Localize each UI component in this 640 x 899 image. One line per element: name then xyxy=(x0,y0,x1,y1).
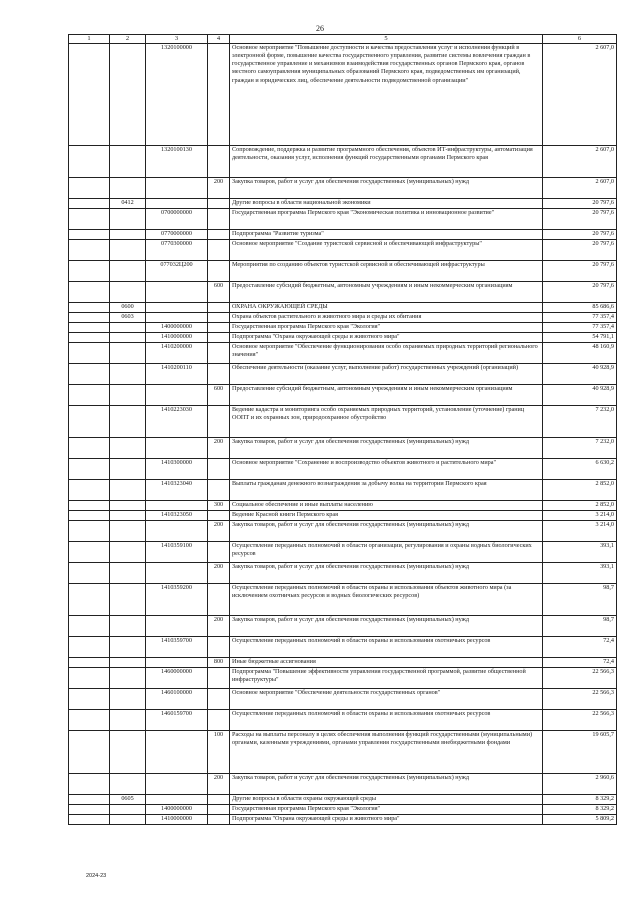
vr-code-cell xyxy=(208,342,230,363)
csr-code-cell: 0700000000 xyxy=(146,208,208,229)
vr-code-cell xyxy=(208,479,230,500)
rz-cell xyxy=(69,458,110,479)
csr-code-cell: 1410000000 xyxy=(146,332,208,342)
amount-cell: 48 160,9 xyxy=(543,342,617,363)
amount-cell: 20 797,6 xyxy=(543,229,617,239)
vr-code-cell xyxy=(208,804,230,814)
rz-cell xyxy=(69,302,110,312)
description-cell: Государственная программа Пермского края "Экология" xyxy=(230,322,543,332)
rz-cell xyxy=(69,43,110,145)
vr-code-cell xyxy=(208,198,230,208)
description-cell: Государственная программа Пермского края "Экология" xyxy=(230,804,543,814)
amount-cell: 2 852,0 xyxy=(543,479,617,500)
footer-code: 2024-23 xyxy=(86,873,107,879)
csr-code-cell xyxy=(146,773,208,794)
table-row xyxy=(69,562,617,583)
description-cell: Предоставление субсидий бюджетным, автономным учреждениям и иным некоммерческим организациям xyxy=(230,281,543,302)
prz-cell xyxy=(110,510,146,520)
vr-code-cell xyxy=(208,405,230,437)
vr-code-cell: 200 xyxy=(208,562,230,583)
amount-cell: 19 605,7 xyxy=(543,730,617,773)
rz-cell xyxy=(69,541,110,562)
rz-cell xyxy=(69,583,110,615)
vr-code-cell: 300 xyxy=(208,500,230,510)
rz-cell xyxy=(69,730,110,773)
csr-code-cell: 1320100000 xyxy=(146,43,208,145)
amount-cell: 2 852,0 xyxy=(543,500,617,510)
table-row xyxy=(69,405,617,437)
description-cell: Закупка товаров, работ и услуг для обеспечения государственных (муниципальных) нужд xyxy=(230,177,543,198)
amount-cell: 20 797,6 xyxy=(543,260,617,281)
table-row xyxy=(69,709,617,730)
vr-code-cell xyxy=(208,458,230,479)
rz-cell xyxy=(69,281,110,302)
csr-code-cell xyxy=(146,437,208,458)
table-row xyxy=(69,500,617,510)
amount-cell: 20 797,6 xyxy=(543,198,617,208)
table-row xyxy=(69,667,617,688)
prz-cell xyxy=(110,437,146,458)
description-cell: Закупка товаров, работ и услуг для обеспечения государственных (муниципальных) нужд xyxy=(230,773,543,794)
prz-cell xyxy=(110,229,146,239)
csr-code-cell xyxy=(146,384,208,405)
table-row xyxy=(69,615,617,636)
amount-cell: 22 566,3 xyxy=(543,709,617,730)
description-cell: Закупка товаров, работ и услуг для обеспечения государственных (муниципальных) нужд xyxy=(230,437,543,458)
description-cell: Закупка товаров, работ и услуг для обеспечения государственных (муниципальных) нужд xyxy=(230,520,543,541)
table-row xyxy=(69,437,617,458)
table-row xyxy=(69,804,617,814)
prz-cell xyxy=(110,804,146,814)
amount-cell: 393,1 xyxy=(543,562,617,583)
prz-cell xyxy=(110,208,146,229)
table-row xyxy=(69,312,617,322)
rz-cell xyxy=(69,332,110,342)
amount-cell: 6 630,2 xyxy=(543,458,617,479)
csr-code-cell: 1320100130 xyxy=(146,145,208,177)
amount-cell: 2 607,0 xyxy=(543,177,617,198)
table-row xyxy=(69,145,617,177)
description-cell: Основное мероприятие "Повышение доступности и качества предоставления услуг и исполнения функций в электронной форме, повышение качества государственного управления, развитие системы вовлечения граждан в государственное управление и механизмов взаимодействия государственных органов Пермского края, органов местного самоуправления муниципальных образований Пермского края, подведомственных им организаций, граждан и юридических лиц, обеспечение деятельности подведомственной организации" xyxy=(230,43,543,145)
description-cell: Обеспечение деятельности (оказание услуг, выполнение работ) государственных учреждений (организаций) xyxy=(230,363,543,384)
vr-code-cell xyxy=(208,583,230,615)
vr-code-cell xyxy=(208,208,230,229)
amount-cell: 22 566,3 xyxy=(543,667,617,688)
vr-code-cell xyxy=(208,239,230,260)
amount-cell: 22 566,3 xyxy=(543,688,617,709)
csr-code-cell: 077032Ц200 xyxy=(146,260,208,281)
prz-cell xyxy=(110,688,146,709)
description-cell: Государственная программа Пермского края "Экономическая политика и инновационное развитие" xyxy=(230,208,543,229)
description-cell: Осуществление переданных полномочий в области охраны и использования объектов животного мира (за исключением охотничьих ресурсов и водных биологических ресурсов) xyxy=(230,583,543,615)
rz-cell xyxy=(69,562,110,583)
amount-cell: 3 214,0 xyxy=(543,510,617,520)
vr-code-cell: 200 xyxy=(208,437,230,458)
csr-code-cell: 0770300000 xyxy=(146,239,208,260)
amount-cell: 20 797,6 xyxy=(543,239,617,260)
table-row xyxy=(69,260,617,281)
description-cell: Подпрограмма "Повышение эффективности управления государственной программой, развитие общественной инфраструктуры" xyxy=(230,667,543,688)
vr-code-cell: 800 xyxy=(208,657,230,667)
vr-code-cell xyxy=(208,709,230,730)
prz-cell: 0412 xyxy=(110,198,146,208)
amount-cell: 77 357,4 xyxy=(543,312,617,322)
prz-cell xyxy=(110,636,146,657)
csr-code-cell xyxy=(146,615,208,636)
csr-code-cell xyxy=(146,562,208,583)
prz-cell xyxy=(110,667,146,688)
rz-cell xyxy=(69,405,110,437)
vr-code-cell: 200 xyxy=(208,773,230,794)
table-row xyxy=(69,814,617,824)
description-cell: Иные бюджетные ассигнования xyxy=(230,657,543,667)
vr-code-cell: 200 xyxy=(208,520,230,541)
vr-code-cell xyxy=(208,814,230,824)
table-row xyxy=(69,520,617,541)
csr-code-cell xyxy=(146,281,208,302)
vr-code-cell xyxy=(208,363,230,384)
prz-cell xyxy=(110,239,146,260)
csr-code-cell: 1410000000 xyxy=(146,814,208,824)
amount-cell: 2 960,6 xyxy=(543,773,617,794)
csr-code-cell xyxy=(146,302,208,312)
table-row xyxy=(69,177,617,198)
vr-code-cell xyxy=(208,510,230,520)
amount-cell: 3 214,0 xyxy=(543,520,617,541)
table-row xyxy=(69,510,617,520)
vr-code-cell xyxy=(208,332,230,342)
rz-cell xyxy=(69,198,110,208)
vr-code-cell: 600 xyxy=(208,384,230,405)
description-cell: Расходы на выплаты персоналу в целях обеспечения выполнения функций государственными (муниципальными) органами, казенными учреждениями, органами управления государственными внебюджетными фондами xyxy=(230,730,543,773)
table-row xyxy=(69,229,617,239)
prz-cell xyxy=(110,615,146,636)
csr-code-cell xyxy=(146,177,208,198)
description-cell: Осуществление переданных полномочий в области охраны и использования охотничьих ресурсов xyxy=(230,636,543,657)
csr-code-cell xyxy=(146,657,208,667)
description-cell: ОХРАНА ОКРУЖАЮЩЕЙ СРЕДЫ xyxy=(230,302,543,312)
budget-table xyxy=(68,34,617,825)
prz-cell xyxy=(110,384,146,405)
table-row xyxy=(69,239,617,260)
table-row xyxy=(69,198,617,208)
amount-cell: 54 791,1 xyxy=(543,332,617,342)
prz-cell xyxy=(110,405,146,437)
prz-cell: 0603 xyxy=(110,312,146,322)
prz-cell xyxy=(110,541,146,562)
vr-code-cell xyxy=(208,794,230,804)
description-cell: Основное мероприятие "Обеспечение деятельности государственных органов" xyxy=(230,688,543,709)
prz-cell xyxy=(110,583,146,615)
rz-cell xyxy=(69,312,110,322)
description-cell: Мероприятия по созданию объектов туристской сервисной и обеспечивающей инфраструктуры xyxy=(230,260,543,281)
rz-cell xyxy=(69,177,110,198)
table-row xyxy=(69,322,617,332)
vr-code-cell xyxy=(208,636,230,657)
prz-cell xyxy=(110,657,146,667)
vr-code-cell xyxy=(208,688,230,709)
amount-cell: 85 686,6 xyxy=(543,302,617,312)
description-cell: Предоставление субсидий бюджетным, автономным учреждениям и иным некоммерческим организациям xyxy=(230,384,543,405)
prz-cell xyxy=(110,281,146,302)
description-cell: Осуществление переданных полномочий в области охраны и использования охотничьих ресурсов xyxy=(230,709,543,730)
csr-code-cell: 1460100000 xyxy=(146,688,208,709)
vr-code-cell xyxy=(208,312,230,322)
vr-code-cell xyxy=(208,43,230,145)
prz-cell xyxy=(110,145,146,177)
description-cell: Подпрограмма "Развитие туризма" xyxy=(230,229,543,239)
header-col-5: 5 xyxy=(230,35,543,44)
description-cell: Подпрограмма "Охрана окружающей среды и животного мира" xyxy=(230,332,543,342)
prz-cell xyxy=(110,342,146,363)
rz-cell xyxy=(69,510,110,520)
header-row xyxy=(69,35,617,44)
description-cell: Закупка товаров, работ и услуг для обеспечения государственных (муниципальных) нужд xyxy=(230,615,543,636)
table-row xyxy=(69,208,617,229)
rz-cell xyxy=(69,667,110,688)
rz-cell xyxy=(69,384,110,405)
table-row xyxy=(69,363,617,384)
amount-cell: 8 329,2 xyxy=(543,794,617,804)
rz-cell xyxy=(69,239,110,260)
rz-cell xyxy=(69,804,110,814)
description-cell: Сопровождение, поддержка и развитие программного обеспечения, объектов ИТ-инфраструктуры, автоматизация деятельности, оказания услуг, исполнения функций государственными органами Пермского края xyxy=(230,145,543,177)
table-row xyxy=(69,384,617,405)
rz-cell xyxy=(69,657,110,667)
rz-cell xyxy=(69,322,110,332)
vr-code-cell xyxy=(208,302,230,312)
amount-cell: 72,4 xyxy=(543,657,617,667)
vr-code-cell xyxy=(208,145,230,177)
header-col-1: 1 xyxy=(69,35,110,44)
table-row xyxy=(69,43,617,145)
description-cell: Ведение кадастра и мониторинга особо охраняемых природных территорий, установление (уточнение) границ ООПТ и их охранных зон, природоохранное обустройство xyxy=(230,405,543,437)
rz-cell xyxy=(69,636,110,657)
table-row xyxy=(69,479,617,500)
rz-cell xyxy=(69,208,110,229)
description-cell: Основное мероприятие "Сохранение и воспроизводство объектов животного и растительного мира" xyxy=(230,458,543,479)
vr-code-cell xyxy=(208,667,230,688)
rz-cell xyxy=(69,500,110,510)
prz-cell xyxy=(110,773,146,794)
table-row xyxy=(69,281,617,302)
csr-code-cell: 1410200000 xyxy=(146,342,208,363)
rz-cell xyxy=(69,773,110,794)
csr-code-cell: 1460000000 xyxy=(146,667,208,688)
page-number: 26 xyxy=(316,24,324,33)
rz-cell xyxy=(69,615,110,636)
description-cell: Охрана объектов растительного и животного мира и среды их обитания xyxy=(230,312,543,322)
amount-cell: 5 809,2 xyxy=(543,814,617,824)
csr-code-cell: 1410323040 xyxy=(146,479,208,500)
csr-code-cell: 1410323050 xyxy=(146,510,208,520)
description-cell: Ведение Красной книги Пермского края xyxy=(230,510,543,520)
csr-code-cell: 1410359200 xyxy=(146,583,208,615)
csr-code-cell xyxy=(146,198,208,208)
rz-cell xyxy=(69,437,110,458)
description-cell: Другие вопросы в области охраны окружающей среды xyxy=(230,794,543,804)
table-row xyxy=(69,541,617,562)
amount-cell: 40 928,9 xyxy=(543,363,617,384)
table-row xyxy=(69,657,617,667)
prz-cell: 0600 xyxy=(110,302,146,312)
description-cell: Основное мероприятие "Обеспечение функционирования особо охраняемых природных территорий регионального значения" xyxy=(230,342,543,363)
prz-cell xyxy=(110,363,146,384)
prz-cell xyxy=(110,500,146,510)
prz-cell xyxy=(110,177,146,198)
rz-cell xyxy=(69,260,110,281)
amount-cell: 72,4 xyxy=(543,636,617,657)
prz-cell xyxy=(110,260,146,281)
amount-cell: 20 797,6 xyxy=(543,208,617,229)
csr-code-cell xyxy=(146,312,208,322)
csr-code-cell: 1410300000 xyxy=(146,458,208,479)
rz-cell xyxy=(69,520,110,541)
csr-code-cell: 1410200110 xyxy=(146,363,208,384)
amount-cell: 7 232,0 xyxy=(543,437,617,458)
table-body xyxy=(69,43,617,824)
rz-cell xyxy=(69,229,110,239)
amount-cell: 2 607,0 xyxy=(543,145,617,177)
rz-cell xyxy=(69,342,110,363)
description-cell: Подпрограмма "Охрана окружающей среды и животного мира" xyxy=(230,814,543,824)
csr-code-cell: 0770000000 xyxy=(146,229,208,239)
header-col-3: 3 xyxy=(146,35,208,44)
rz-cell xyxy=(69,794,110,804)
vr-code-cell xyxy=(208,260,230,281)
header-col-2: 2 xyxy=(110,35,146,44)
table-row xyxy=(69,332,617,342)
vr-code-cell xyxy=(208,229,230,239)
amount-cell: 77 357,4 xyxy=(543,322,617,332)
csr-code-cell xyxy=(146,794,208,804)
prz-cell xyxy=(110,322,146,332)
description-cell: Другие вопросы в области национальной экономики xyxy=(230,198,543,208)
csr-code-cell: 1410359700 xyxy=(146,636,208,657)
csr-code-cell: 1460159700 xyxy=(146,709,208,730)
prz-cell xyxy=(110,562,146,583)
rz-cell xyxy=(69,709,110,730)
header-col-6: 6 xyxy=(543,35,617,44)
csr-code-cell xyxy=(146,520,208,541)
prz-cell xyxy=(110,709,146,730)
csr-code-cell xyxy=(146,730,208,773)
prz-cell xyxy=(110,458,146,479)
prz-cell: 0605 xyxy=(110,794,146,804)
prz-cell xyxy=(110,730,146,773)
rz-cell xyxy=(69,145,110,177)
prz-cell xyxy=(110,814,146,824)
vr-code-cell: 200 xyxy=(208,177,230,198)
csr-code-cell: 1400000000 xyxy=(146,804,208,814)
csr-code-cell: 1410359100 xyxy=(146,541,208,562)
prz-cell xyxy=(110,332,146,342)
table-row xyxy=(69,636,617,657)
amount-cell: 20 797,6 xyxy=(543,281,617,302)
amount-cell: 98,7 xyxy=(543,615,617,636)
vr-code-cell xyxy=(208,541,230,562)
header-col-4: 4 xyxy=(208,35,230,44)
amount-cell: 393,1 xyxy=(543,541,617,562)
table-row xyxy=(69,688,617,709)
description-cell: Выплаты гражданам денежного вознаграждения за добычу волка на территории Пермского края xyxy=(230,479,543,500)
csr-code-cell: 1400000000 xyxy=(146,322,208,332)
prz-cell xyxy=(110,520,146,541)
description-cell: Основное мероприятие "Создание туристской сервисной и обеспечивающей инфраструктуры" xyxy=(230,239,543,260)
vr-code-cell xyxy=(208,322,230,332)
table-row xyxy=(69,342,617,363)
table-row xyxy=(69,583,617,615)
amount-cell: 40 928,9 xyxy=(543,384,617,405)
table-row xyxy=(69,302,617,312)
rz-cell xyxy=(69,688,110,709)
amount-cell: 2 607,0 xyxy=(543,43,617,145)
csr-code-cell: 1410223030 xyxy=(146,405,208,437)
rz-cell xyxy=(69,814,110,824)
prz-cell xyxy=(110,43,146,145)
table-row xyxy=(69,773,617,794)
description-cell: Закупка товаров, работ и услуг для обеспечения государственных (муниципальных) нужд xyxy=(230,562,543,583)
amount-cell: 7 232,0 xyxy=(543,405,617,437)
vr-code-cell: 200 xyxy=(208,615,230,636)
table-row xyxy=(69,458,617,479)
description-cell: Социальное обеспечение и иные выплаты населению xyxy=(230,500,543,510)
prz-cell xyxy=(110,479,146,500)
vr-code-cell: 600 xyxy=(208,281,230,302)
vr-code-cell: 100 xyxy=(208,730,230,773)
amount-cell: 98,7 xyxy=(543,583,617,615)
table-row xyxy=(69,730,617,773)
csr-code-cell xyxy=(146,500,208,510)
amount-cell: 8 329,2 xyxy=(543,804,617,814)
description-cell: Осуществление переданных полномочий в области организации, регулирования и охраны водных биологических ресурсов xyxy=(230,541,543,562)
table-row xyxy=(69,794,617,804)
rz-cell xyxy=(69,363,110,384)
rz-cell xyxy=(69,479,110,500)
